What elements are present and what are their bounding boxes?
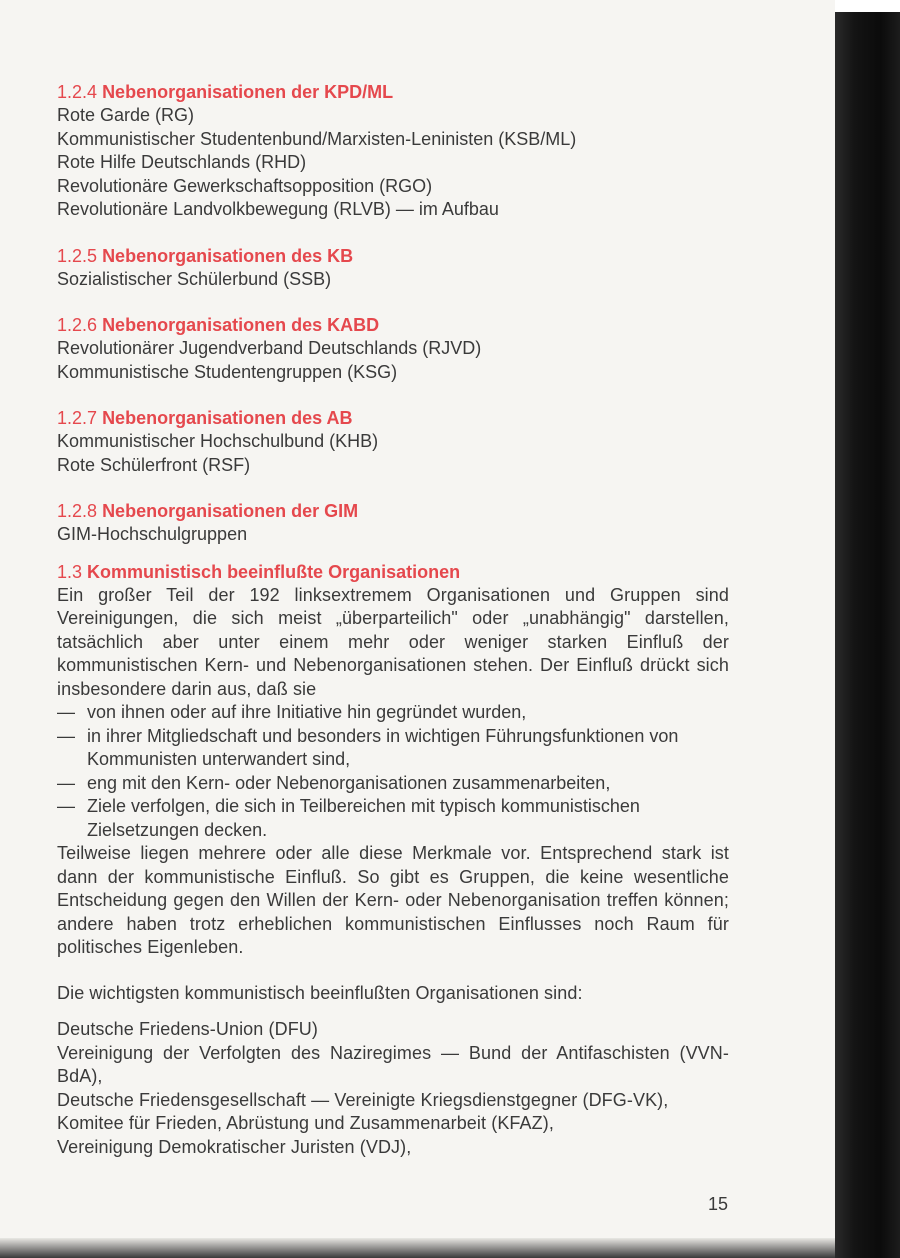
spacer [57, 960, 729, 982]
spacer [57, 477, 729, 499]
section-heading [57, 499, 729, 523]
org-line: Sozialistischer Schülerbund (SSB) [57, 268, 332, 289]
section-title: Nebenorganisationen der GIM [102, 501, 359, 521]
section-title: Nebenorganisationen der KPD/ML [102, 82, 394, 102]
org-entry: Vereinigung Demokratischer Juristen (VDJ), [57, 1136, 412, 1157]
section-heading [57, 313, 729, 337]
book-spine [835, 0, 900, 1258]
org-line: Rote Hilfe Deutschlands (RHD) [57, 152, 307, 172]
section-number: 1.2.8 [57, 501, 98, 521]
section-1-3 [57, 560, 729, 1160]
section-heading [57, 406, 729, 430]
list-item-text: in ihrer Mitgliedschaft und besonders in wichtigen Führungsfunktionen von Kommunisten unterwandert sind, [87, 725, 679, 769]
section-heading [57, 560, 729, 584]
paragraph: Teilweise liegen mehrere oder alle diese Merkmale vor. Entsprechend stark ist dann der kommunistische Einfluß. So gibt es Gruppen, die keine wesentliche Entscheidung gegen den Willen der Kern- oder Nebenorganisation treffen können; andere haben trotz erheblichen kommunistischen Einflusses noch Raum für politisches Eigenleben. [57, 843, 729, 957]
criteria-list [57, 701, 729, 842]
section-1-2-5 [57, 244, 729, 292]
list-item [57, 701, 729, 725]
list-item-text: Ziele verfolgen, die sich in Teilbereichen mit typisch kommunistischen Zielsetzungen decken. [87, 796, 640, 840]
list-item [57, 795, 729, 842]
dash-bullet: — [57, 796, 75, 816]
section-heading [57, 244, 729, 268]
paragraph: Die wichtigsten kommunistisch beeinflußten Organisationen sind: [57, 982, 583, 1003]
spacer [57, 384, 729, 406]
section-heading [57, 80, 729, 104]
intro-paragraph: Ein großer Teil der 192 linksextremem Organisationen und Gruppen sind Vereinigungen, die sich meist „überparteilich" oder „unabhängig" darstellen, tatsächlich aber unter einem mehr oder weniger starken Einfluß der kommunistischen Kern- und Nebenorganisationen stehen. Der Einfluß drückt sich insbesondere darin aus, daß sie [57, 584, 729, 699]
section-title: Nebenorganisationen des KABD [102, 315, 380, 335]
section-number: 1.2.4 [57, 82, 98, 102]
section-1-2-6 [57, 313, 729, 384]
list-item-text: eng mit den Kern- oder Nebenorganisationen zusammenarbeiten, [87, 772, 611, 793]
org-line: GIM-Hochschulgruppen [57, 524, 248, 544]
section-title: Nebenorganisationen des AB [102, 408, 353, 428]
dash-bullet: — [57, 772, 75, 793]
section-number: 1.3 [57, 561, 83, 582]
spacer [57, 291, 729, 313]
page-content [57, 80, 729, 1159]
org-line: Kommunistischer Hochschulbund (KHB) [57, 431, 379, 451]
section-1-2-8 [57, 499, 729, 547]
org-line: Rote Garde (RG) [57, 105, 195, 125]
section-1-2-7 [57, 406, 729, 477]
section-title: Kommunistisch beeinflußte Organisationen [87, 561, 461, 582]
section-number: 1.2.7 [57, 408, 98, 428]
org-entry: Deutsche Friedens-Union (DFU) [57, 1019, 318, 1039]
list-item-text: von ihnen oder auf ihre Initiative hin gegründet wurden, [87, 702, 527, 722]
org-line: Kommunistische Studentengruppen (KSG) [57, 361, 398, 382]
section-1-2-4 [57, 80, 729, 222]
spacer [57, 547, 729, 560]
dash-bullet: — [57, 725, 75, 746]
dash-bullet: — [57, 702, 75, 722]
org-line: Rote Schülerfront (RSF) [57, 454, 251, 475]
list-item [57, 725, 729, 772]
section-number: 1.2.6 [57, 315, 98, 335]
spine-top-margin [835, 0, 900, 12]
page-bottom-edge [0, 1238, 835, 1258]
spacer [57, 222, 729, 244]
page-number: 15 [708, 1194, 729, 1214]
list-item [57, 772, 729, 796]
org-line: Revolutionäre Gewerkschaftsopposition (RGO) [57, 175, 433, 196]
org-entry: Deutsche Friedensgesellschaft — Vereinigte Kriegsdienstgegner (DFG-VK), [57, 1089, 669, 1110]
org-line: Revolutionärer Jugendverband Deutschlands (RJVD) [57, 338, 482, 358]
org-line: Revolutionäre Landvolkbewegung (RLVB) — im Aufbau [57, 199, 499, 219]
org-entry: Vereinigung der Verfolgten des Naziregimes — Bund der Antifaschisten (VVN-BdA), [57, 1042, 729, 1086]
org-line: Kommunistischer Studentenbund/Marxisten-Leninisten (KSB/ML) [57, 128, 577, 149]
spacer [57, 1005, 729, 1018]
section-title: Nebenorganisationen des KB [102, 245, 354, 266]
section-number: 1.2.5 [57, 245, 98, 266]
org-entry: Komitee für Frieden, Abrüstung und Zusammenarbeit (KFAZ), [57, 1113, 554, 1133]
